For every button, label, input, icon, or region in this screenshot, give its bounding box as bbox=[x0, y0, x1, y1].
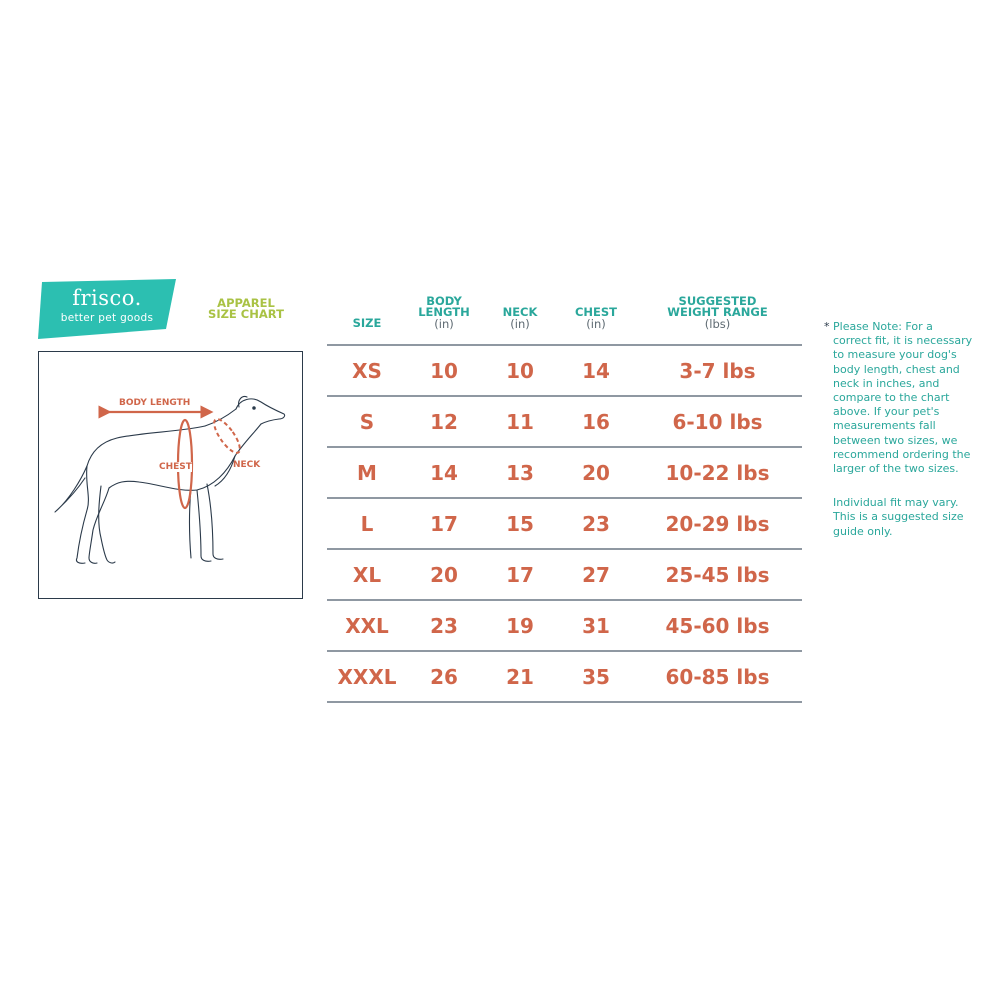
cell-body-length: 14 bbox=[407, 447, 481, 498]
cell-neck: 13 bbox=[481, 447, 559, 498]
cell-chest: 27 bbox=[559, 549, 633, 600]
frisco-logo bbox=[38, 279, 176, 341]
cell-weight-range: 20-29 lbs bbox=[633, 498, 802, 549]
header-body-length: BODY LENGTH (in) bbox=[418, 294, 470, 331]
header-size: SIZE bbox=[352, 316, 382, 330]
cell-weight-range: 60-85 lbs bbox=[633, 651, 802, 702]
cell-body-length: 26 bbox=[407, 651, 481, 702]
chart-title-line1: APPAREL bbox=[217, 296, 275, 310]
cell-weight-range: 45-60 lbs bbox=[633, 600, 802, 651]
cell-size: XL bbox=[327, 549, 407, 600]
fit-note bbox=[824, 320, 974, 539]
cell-neck: 10 bbox=[481, 345, 559, 396]
cell-neck: 21 bbox=[481, 651, 559, 702]
chest-label: CHEST bbox=[159, 462, 192, 472]
body-length-label: BODY LENGTH bbox=[119, 398, 191, 408]
table-row bbox=[327, 600, 802, 651]
cell-body-length: 20 bbox=[407, 549, 481, 600]
note-asterisk: * bbox=[824, 320, 830, 333]
cell-chest: 35 bbox=[559, 651, 633, 702]
chart-title bbox=[196, 298, 296, 320]
note-paragraph-2: Individual fit may vary. This is a suggested size guide only. bbox=[833, 496, 964, 538]
cell-weight-range: 10-22 lbs bbox=[633, 447, 802, 498]
table-row bbox=[327, 651, 802, 702]
cell-neck: 15 bbox=[481, 498, 559, 549]
cell-chest: 14 bbox=[559, 345, 633, 396]
cell-size: S bbox=[327, 396, 407, 447]
dog-illustration bbox=[39, 352, 304, 600]
brand-name: frisco. bbox=[72, 286, 142, 310]
neck-label: NECK bbox=[233, 460, 261, 470]
cell-size: L bbox=[327, 498, 407, 549]
table-row bbox=[327, 549, 802, 600]
cell-chest: 31 bbox=[559, 600, 633, 651]
size-table bbox=[327, 296, 802, 703]
header-chest: CHEST (in) bbox=[574, 305, 618, 331]
table-row bbox=[327, 498, 802, 549]
cell-weight-range: 3-7 lbs bbox=[633, 345, 802, 396]
cell-body-length: 12 bbox=[407, 396, 481, 447]
table-row bbox=[327, 447, 802, 498]
brand-tagline: better pet goods bbox=[60, 312, 154, 324]
header-weight-range: SUGGESTED WEIGHT RANGE (lbs) bbox=[667, 294, 768, 331]
cell-body-length: 10 bbox=[407, 345, 481, 396]
header-neck: NECK (in) bbox=[502, 305, 538, 331]
cell-size: XS bbox=[327, 345, 407, 396]
dog-measurement-diagram bbox=[38, 351, 303, 599]
cell-neck: 17 bbox=[481, 549, 559, 600]
cell-weight-range: 25-45 lbs bbox=[633, 549, 802, 600]
cell-neck: 11 bbox=[481, 396, 559, 447]
chart-title-line2: SIZE CHART bbox=[208, 307, 284, 321]
table-row bbox=[327, 345, 802, 396]
cell-body-length: 23 bbox=[407, 600, 481, 651]
table-header-row bbox=[327, 296, 802, 345]
cell-chest: 20 bbox=[559, 447, 633, 498]
cell-chest: 16 bbox=[559, 396, 633, 447]
table-row bbox=[327, 396, 802, 447]
note-paragraph-1: Please Note: For a correct fit, it is necessary to measure your dog's body length, chest and neck in inches, and compare to the chart above. If your pet's measurements fall between two sizes, we recommend ordering the larger of the two sizes. bbox=[833, 320, 973, 476]
cell-weight-range: 6-10 lbs bbox=[633, 396, 802, 447]
cell-size: XXL bbox=[327, 600, 407, 651]
cell-neck: 19 bbox=[481, 600, 559, 651]
cell-size: M bbox=[327, 447, 407, 498]
cell-size: XXXL bbox=[327, 651, 407, 702]
cell-body-length: 17 bbox=[407, 498, 481, 549]
cell-chest: 23 bbox=[559, 498, 633, 549]
